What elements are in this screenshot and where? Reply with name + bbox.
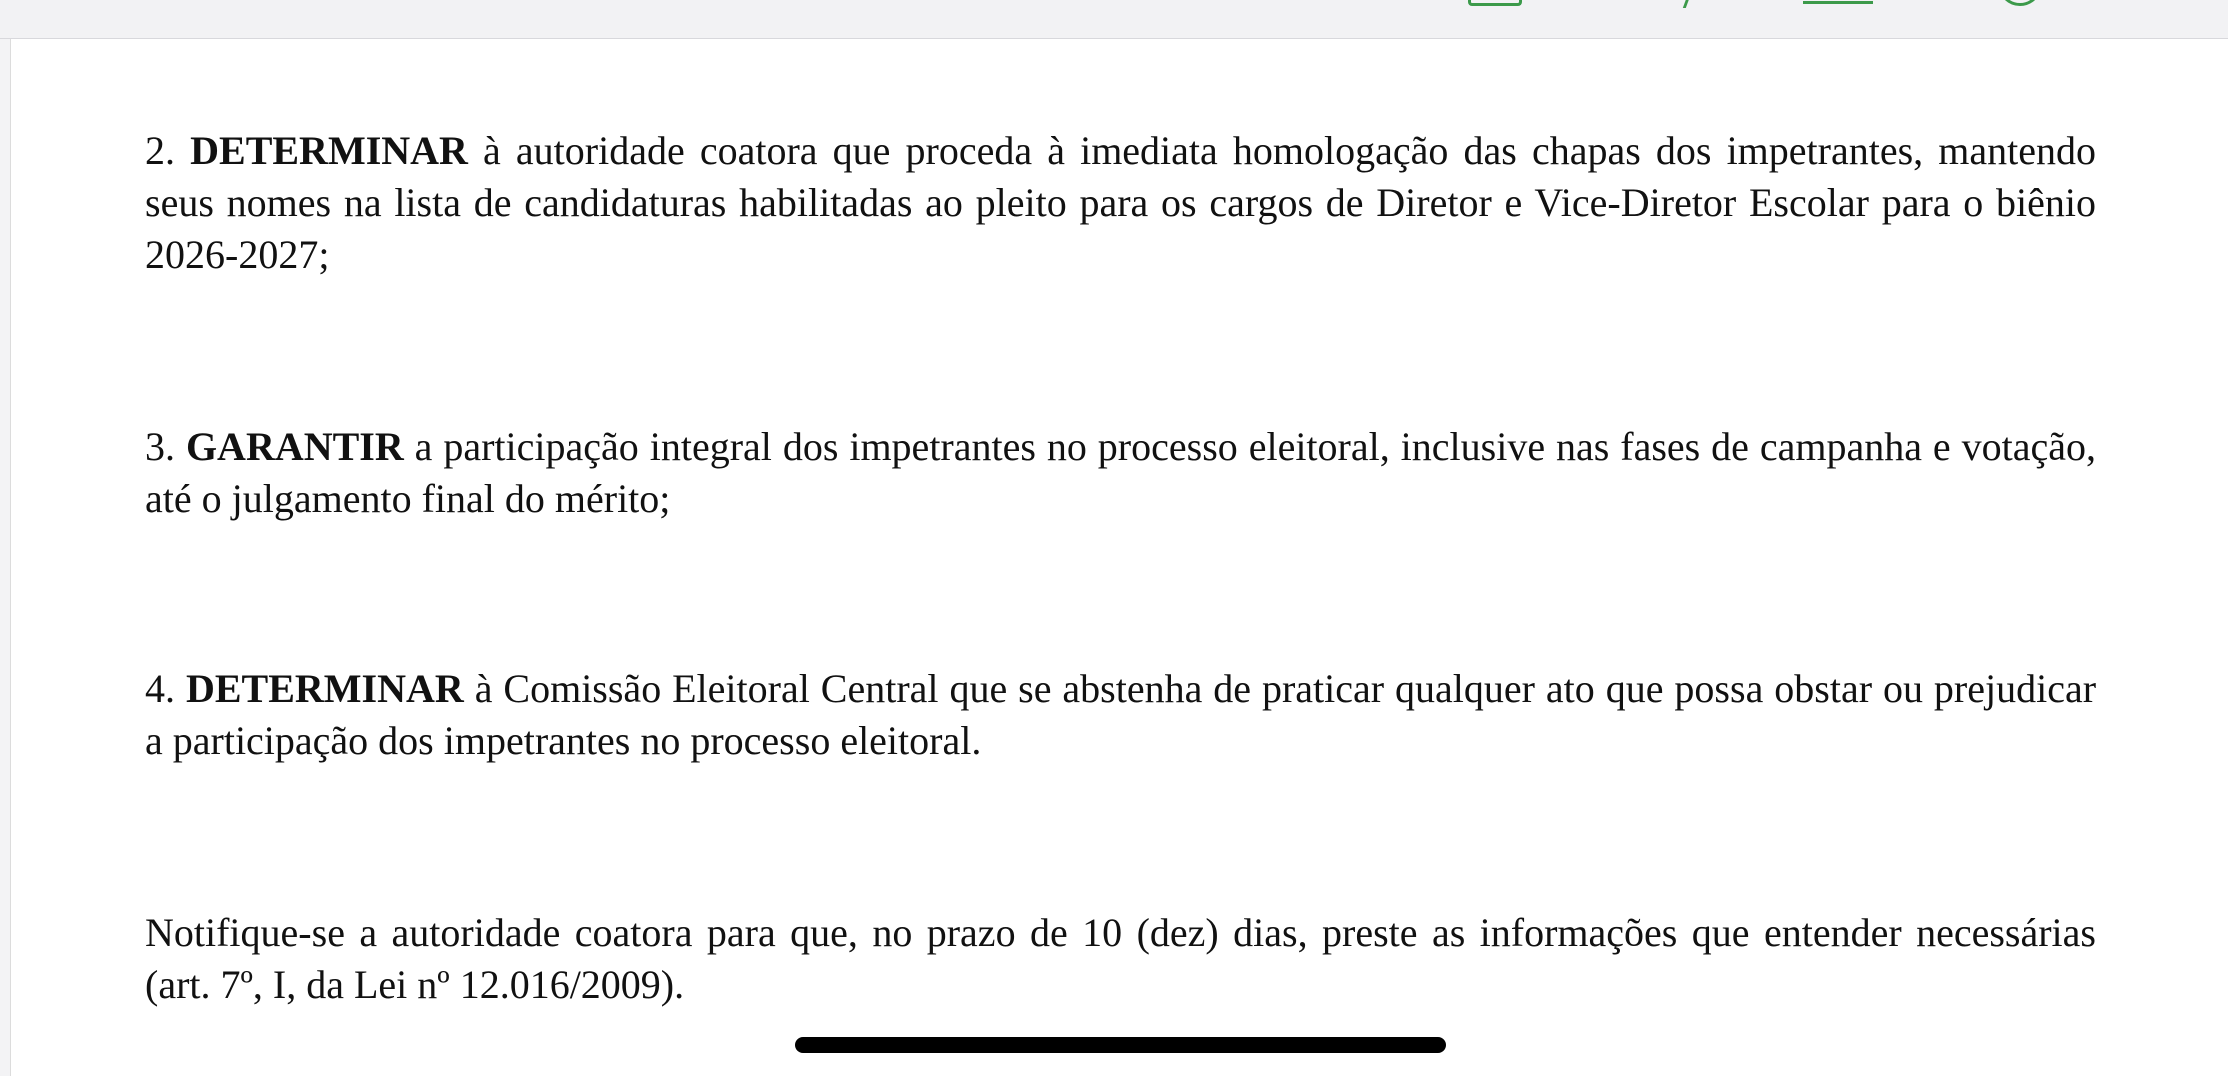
paragraph-number: 2. xyxy=(145,128,175,173)
paragraph-verb: DETERMINAR xyxy=(190,128,468,173)
paragraph-number: 4. xyxy=(145,666,175,711)
document-page xyxy=(10,39,2228,1076)
home-indicator[interactable] xyxy=(795,1037,1446,1053)
paragraph-number: 3. xyxy=(145,424,175,469)
paragraph-text: à autoridade coatora que proceda à imediata homologação das chapas dos impetrantes, mantendo seus nomes na lista de candidaturas habilitadas ao pleito para os cargos de Diretor e Vice-Diretor Escolar para o biênio 2026-2027; xyxy=(145,128,2097,277)
closing-paragraph: Notifique-se a autoridade coatora para que, no prazo de 10 (dez) dias, preste as informações que entender necessárias (art. 7º, I, da Lei nº 12.016/2009). xyxy=(145,910,2096,1007)
paragraph-verb: GARANTIR xyxy=(185,424,404,469)
markup-icon[interactable] xyxy=(1803,0,1873,4)
annotate-icon[interactable] xyxy=(1468,0,1522,6)
account-icon[interactable] xyxy=(1998,0,2042,6)
paragraph-3 xyxy=(145,421,2096,525)
paragraph-4 xyxy=(145,663,2096,767)
paragraph-2 xyxy=(145,125,2096,281)
paragraph-text: à Comissão Eleitoral Central que se abstenha de praticar qualquer ato que possa obstar ou prejudicar a participação dos impetrantes no processo eleitoral. xyxy=(145,666,2097,763)
paragraph-text: a participação integral dos impetrantes no processo eleitoral, inclusive nas fases de campanha e votação, até o julgamento final do mérito; xyxy=(145,424,2096,521)
document-toolbar xyxy=(0,0,2228,39)
pen-icon[interactable] xyxy=(1678,0,1690,8)
paragraph-verb: DETERMINAR xyxy=(185,666,464,711)
